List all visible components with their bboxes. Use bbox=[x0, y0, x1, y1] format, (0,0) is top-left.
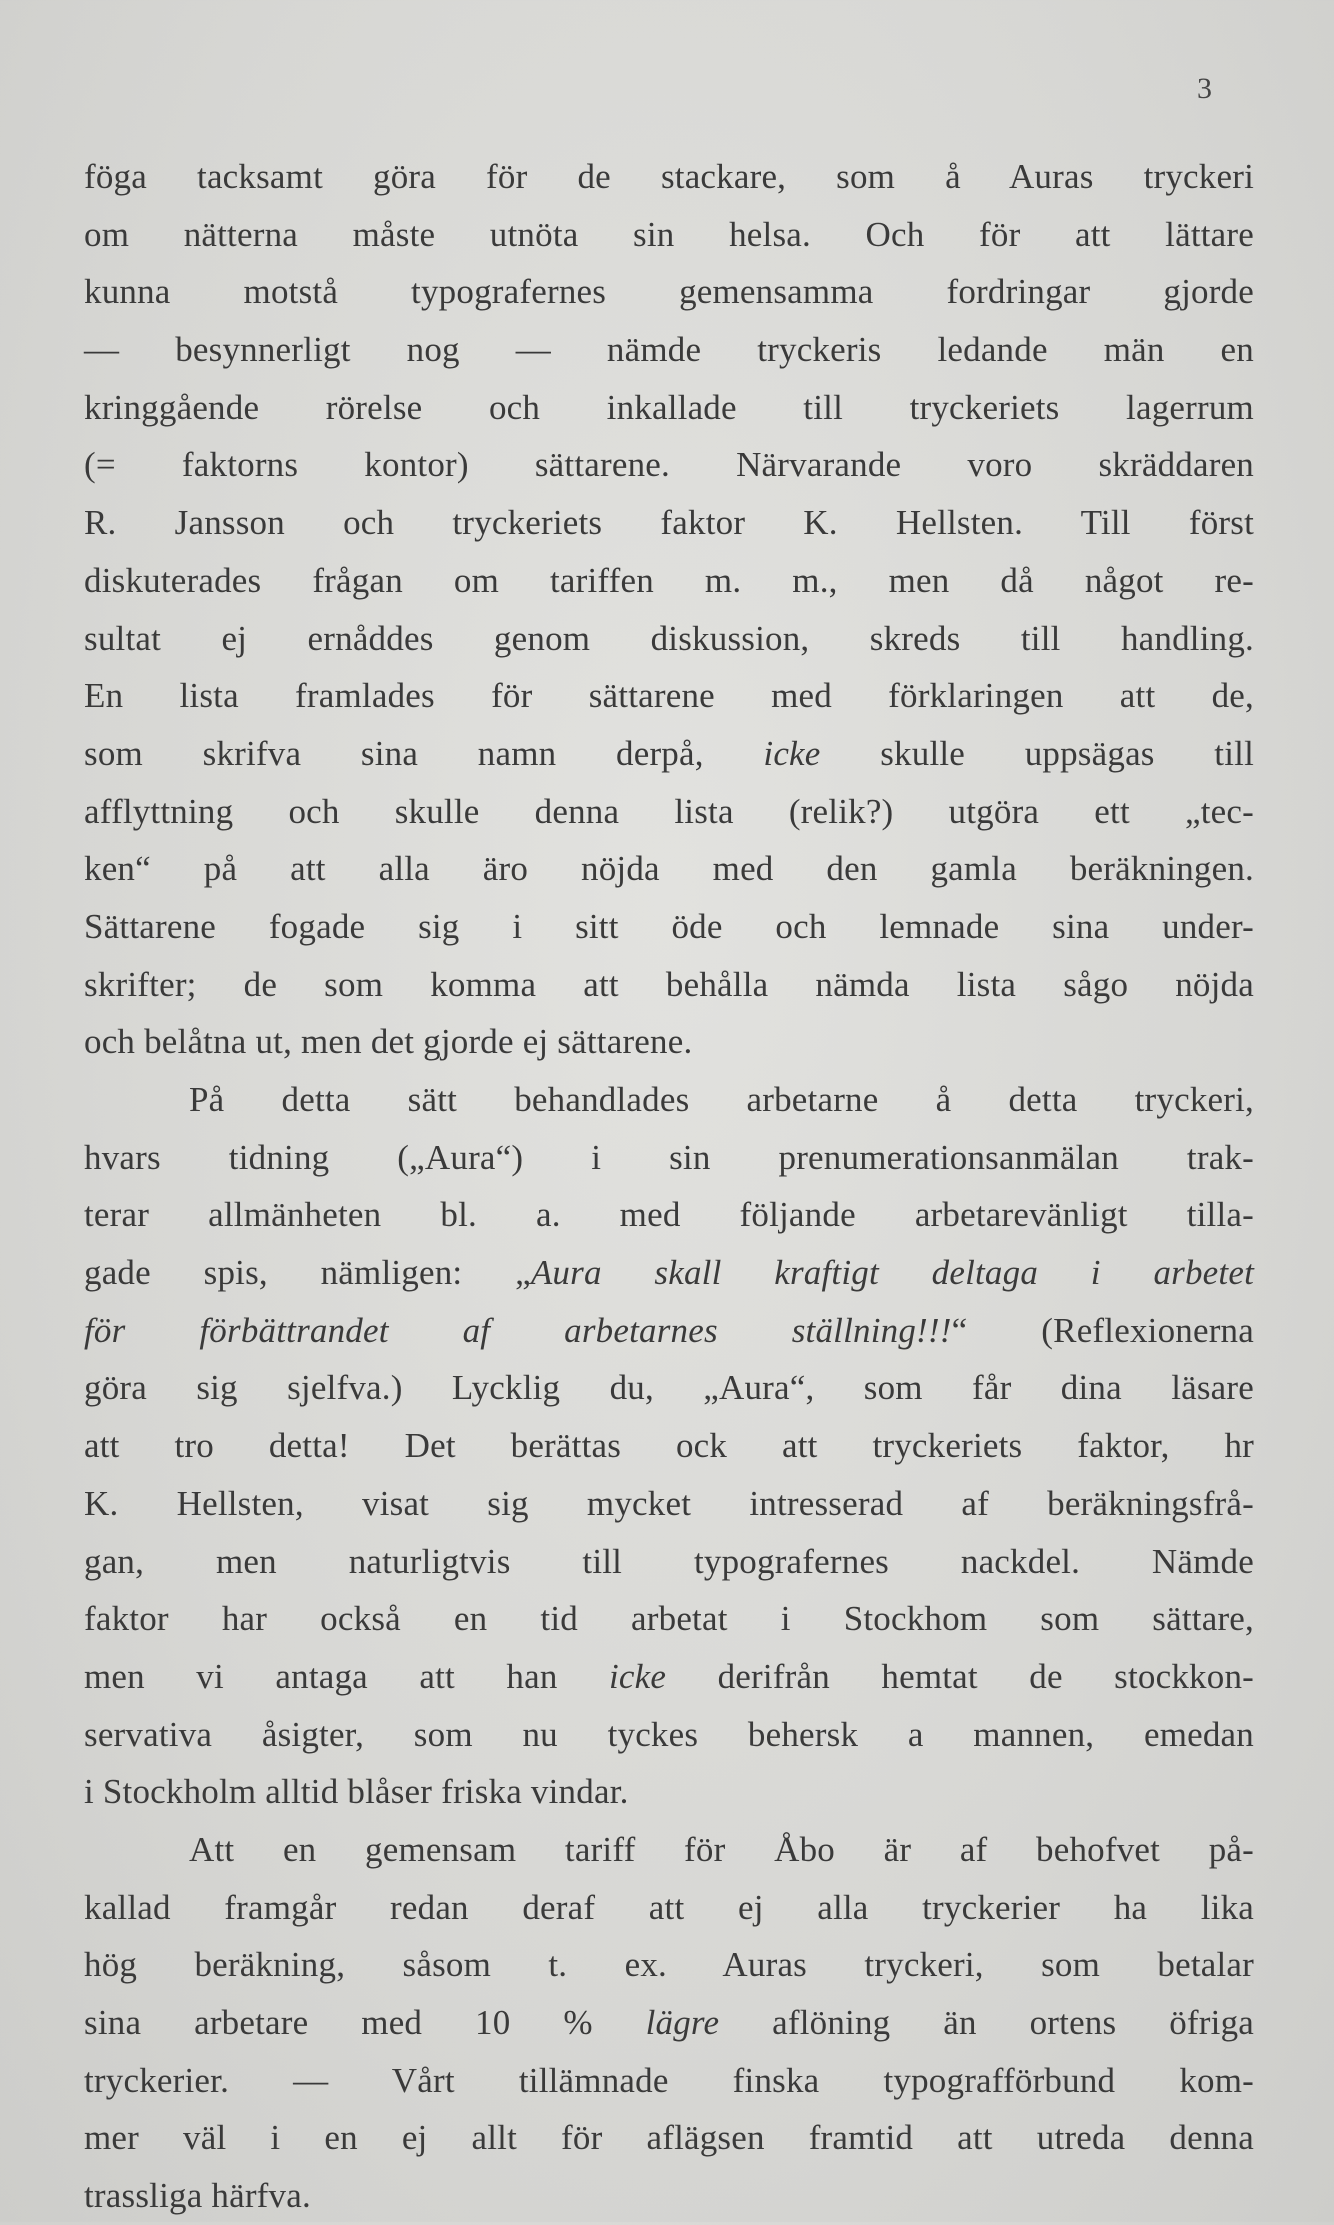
text-line bbox=[84, 1244, 1254, 1302]
text-span: föga tacksamt göra för de stackare, som å Auras tryckeri bbox=[84, 157, 1254, 196]
text-line bbox=[84, 610, 1254, 668]
text-span: och belåtna ut, men det gjorde ej sättarene. bbox=[84, 1022, 693, 1062]
text-span: gade spis, nämligen: „ bbox=[84, 1253, 531, 1293]
italic-text: Aura skall kraftigt deltaga i arbetet bbox=[530, 1253, 1254, 1293]
text-line bbox=[84, 148, 1254, 206]
text-span: R. Jansson och tryckeriets faktor K. Hellsten. Till först bbox=[84, 503, 1254, 543]
text-span: terar allmänheten bl. a. med följande arbetarevänligt tilla- bbox=[84, 1195, 1254, 1235]
text-line bbox=[84, 1129, 1254, 1187]
page-number: 3 bbox=[1197, 72, 1212, 105]
italic-text: för förbättrandet af arbetarnes ställning!!! bbox=[84, 1310, 952, 1350]
text-span: skrifter; de som komma att behålla nämda lista sågo nöjda bbox=[84, 964, 1254, 1004]
text-span: skulle uppsägas till bbox=[820, 733, 1255, 773]
text-line bbox=[84, 2109, 1254, 2167]
text-span: (= faktorns kontor) sättarene. Närvarande voro skräddaren bbox=[84, 445, 1254, 485]
text-span: afflyttning och skulle denna lista (relik?) utgöra ett „tec- bbox=[84, 791, 1254, 831]
text-span: En lista framlades för sättarene med förklaringen att de, bbox=[84, 676, 1254, 716]
text-line bbox=[84, 1359, 1254, 1417]
text-span: kringgående rörelse och inkallade till tryckeriets lagerrum bbox=[84, 387, 1254, 427]
text-span: som skrifva sina namn derpå, bbox=[84, 733, 764, 773]
text-line bbox=[84, 321, 1254, 379]
text-span: trassliga härfva. bbox=[84, 2176, 311, 2216]
text-line bbox=[84, 1590, 1254, 1648]
text-span: att tro detta! Det berättas ock att tryckeriets faktor, hr bbox=[84, 1426, 1254, 1466]
text-line bbox=[84, 1475, 1254, 1533]
text-span: mer väl i en ej allt för aflägsen framtid att utreda denna bbox=[84, 2118, 1254, 2158]
text-span: — besynnerligt nog — nämde tryckeris ledande män en bbox=[84, 330, 1254, 370]
text-span: diskuterades frågan om tariffen m. m., men då något re- bbox=[84, 560, 1254, 600]
text-span: K. Hellsten, visat sig mycket intresserad af beräkningsfrå- bbox=[84, 1483, 1254, 1523]
text-span: men vi antaga att han bbox=[84, 1656, 609, 1696]
text-line bbox=[84, 956, 1254, 1014]
text-line bbox=[84, 1821, 1254, 1879]
text-span: sina arbetare med 10 % bbox=[84, 2003, 593, 2042]
text-line bbox=[84, 2052, 1254, 2110]
text-line bbox=[84, 840, 1254, 898]
text-line bbox=[84, 1936, 1254, 1994]
text-line bbox=[84, 1706, 1254, 1764]
text-span: aflöning än ortens öfriga bbox=[719, 2003, 1255, 2042]
text-line bbox=[84, 379, 1254, 437]
text-line bbox=[84, 1648, 1254, 1706]
text-line bbox=[84, 1994, 1254, 2052]
text-span: tryckerier. — Vårt tillämnade finska typografförbund kom- bbox=[84, 2060, 1254, 2100]
text-line bbox=[84, 783, 1254, 841]
text-line bbox=[84, 1186, 1254, 1244]
text-line bbox=[84, 898, 1254, 956]
text-line bbox=[84, 1013, 1254, 1071]
text-line bbox=[84, 436, 1254, 494]
text-line bbox=[84, 263, 1254, 321]
text-line bbox=[84, 494, 1254, 552]
text-span: derifrån hemtat de stockkon- bbox=[666, 1656, 1254, 1696]
text-span: Att en gemensam tariff för Åbo är af behofvet på- bbox=[189, 1829, 1254, 1869]
text-span: om nätterna måste utnöta sin helsa. Och för att lättare bbox=[84, 214, 1254, 254]
text-span: På detta sätt behandlades arbetarne å detta tryckeri, bbox=[189, 1080, 1254, 1119]
text-span: gan, men naturligtvis till typografernes nackdel. Nämde bbox=[84, 1541, 1254, 1581]
text-span: Sättarene fogade sig i sitt öde och lemnade sina under- bbox=[84, 906, 1254, 946]
text-line bbox=[84, 2167, 1254, 2225]
body-text bbox=[84, 148, 1254, 2225]
text-line bbox=[84, 1879, 1254, 1937]
text-span: hvars tidning („Aura“) i sin prenumerationsanmälan trak- bbox=[84, 1137, 1254, 1177]
text-span: sultat ej ernåddes genom diskussion, skreds till handling. bbox=[84, 618, 1254, 658]
italic-text: icke bbox=[763, 733, 821, 773]
text-span: faktor har också en tid arbetat i Stockhom som sättare, bbox=[84, 1599, 1254, 1639]
text-line bbox=[84, 206, 1254, 264]
text-line bbox=[84, 1533, 1254, 1591]
italic-text: icke bbox=[608, 1656, 667, 1696]
text-span: servativa åsigter, som nu tyckes behersk a mannen, emedan bbox=[84, 1714, 1254, 1754]
text-line bbox=[84, 1417, 1254, 1475]
text-line bbox=[84, 667, 1254, 725]
text-span: kunna motstå typografernes gemensamma fordringar gjorde bbox=[84, 272, 1254, 312]
text-span: ken“ på att alla äro nöjda med den gamla beräkningen. bbox=[84, 849, 1254, 889]
text-span: i Stockholm alltid blåser friska vindar. bbox=[84, 1772, 629, 1812]
text-span: göra sig sjelfva.) Lycklig du, „Aura“, som får dina läsare bbox=[84, 1368, 1254, 1408]
text-line bbox=[84, 1302, 1254, 1360]
text-line bbox=[84, 725, 1254, 783]
text-line bbox=[84, 1071, 1254, 1129]
italic-text: lägre bbox=[592, 2003, 720, 2042]
text-line bbox=[84, 1763, 1254, 1821]
text-span: “ (Reflexionerna bbox=[951, 1310, 1254, 1350]
text-span: kallad framgår redan deraf att ej alla tryckerier ha lika bbox=[84, 1887, 1254, 1927]
text-line bbox=[84, 552, 1254, 610]
text-span: hög beräkning, såsom t. ex. Auras tryckeri, som betalar bbox=[84, 1945, 1254, 1985]
